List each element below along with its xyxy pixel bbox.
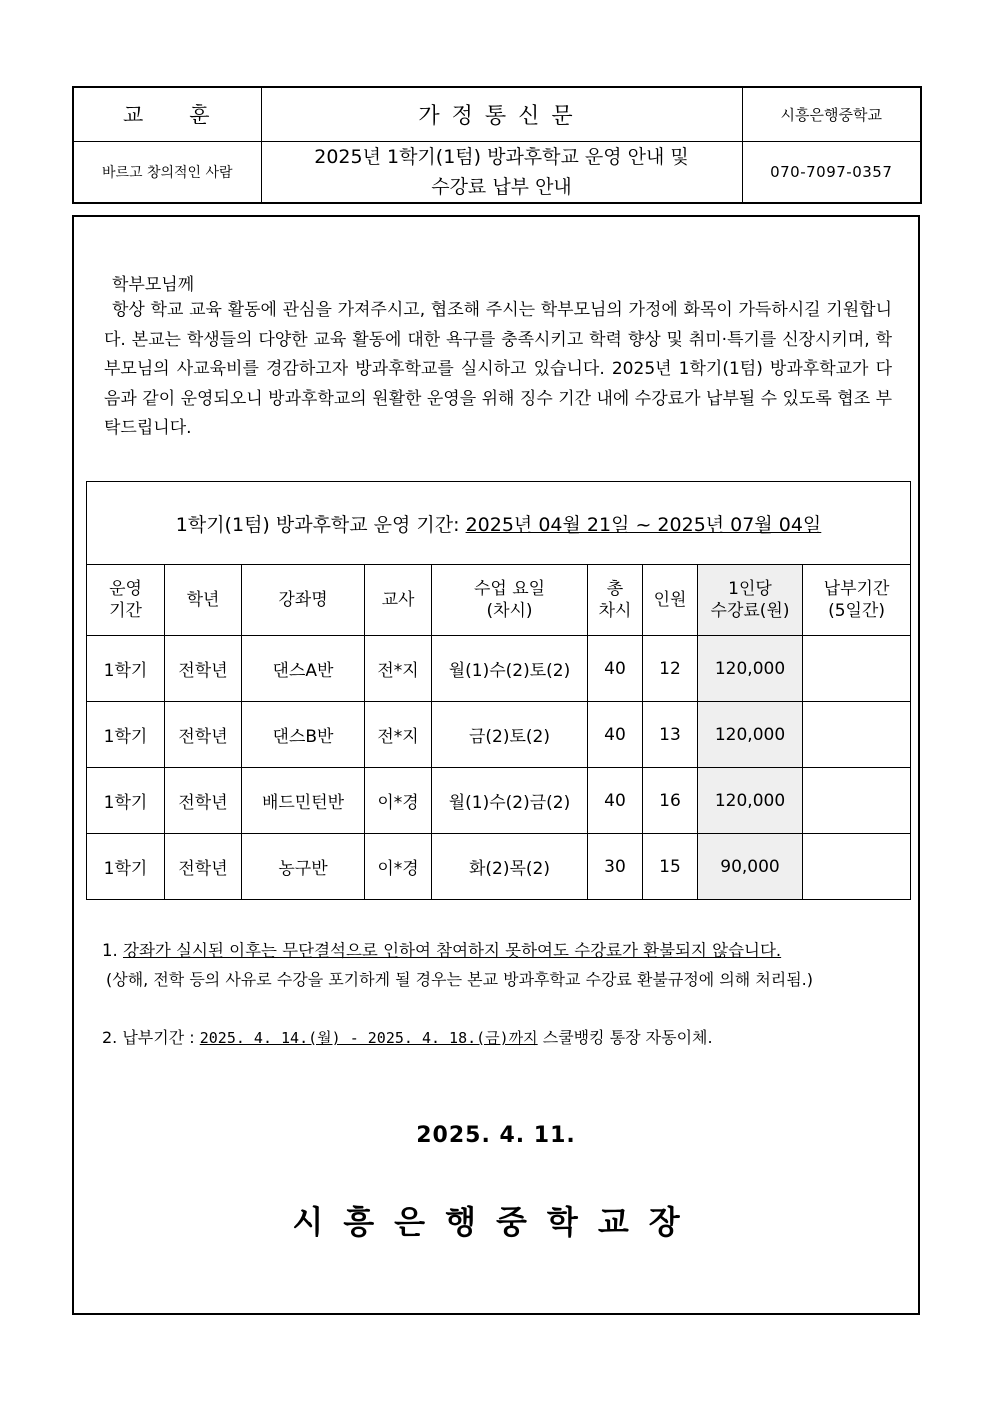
header-table xyxy=(72,86,922,204)
table-row xyxy=(87,636,911,702)
cell-payment xyxy=(803,636,911,702)
cell-course: 댄스B반 xyxy=(242,702,365,768)
cell-count: 12 xyxy=(643,636,698,702)
cell-teacher: 전*지 xyxy=(365,702,432,768)
greeting: 학부모님께 xyxy=(112,275,195,295)
cell-total: 40 xyxy=(588,702,643,768)
cell-grade: 전학년 xyxy=(165,636,242,702)
letter-body xyxy=(72,215,920,1315)
table-row xyxy=(87,702,911,768)
cell-teacher: 이*경 xyxy=(365,768,432,834)
header-total: 총 차시 xyxy=(588,565,643,636)
cell-days: 금(2)토(2) xyxy=(432,702,588,768)
cell-payment xyxy=(803,768,911,834)
note-refund-detail: (상해, 전학 등의 사유로 수강을 포기하게 될 경우는 본교 방과후학교 수강료 환불규정에 의해 처리됨.) xyxy=(106,970,814,989)
cell-count: 16 xyxy=(643,768,698,834)
motto-text: 바르고 창의적인 사람 xyxy=(73,141,261,203)
school-name: 시흥은행중학교 xyxy=(742,87,921,141)
cell-grade: 전학년 xyxy=(165,702,242,768)
cell-days: 화(2)목(2) xyxy=(432,834,588,900)
header-grade: 학년 xyxy=(165,565,242,636)
notice-title-line1: 2025년 1학기(1텀) 방과후학교 운영 안내 및 xyxy=(314,145,689,168)
note-payment-period: 2. 납부기간 : 2025. 4. 14.(월) - 2025. 4. 18.(금)까지 스쿨뱅킹 통장 자동이체. xyxy=(102,1028,713,1047)
header-fee: 1인당 수강료(원) xyxy=(698,565,803,636)
cell-fee: 120,000 xyxy=(698,768,803,834)
operation-period-value: 2025년 04월 21일 ~ 2025년 07월 04일 xyxy=(465,513,822,536)
header-days: 수업 요일 (차시) xyxy=(432,565,588,636)
header-term: 운영 기간 xyxy=(87,565,165,636)
motto-label: 교 훈 xyxy=(73,87,261,141)
cell-days: 월(1)수(2)토(2) xyxy=(432,636,588,702)
cell-total: 40 xyxy=(588,636,643,702)
operation-period-row xyxy=(87,482,911,565)
cell-course: 댄스A반 xyxy=(242,636,365,702)
cell-teacher: 이*경 xyxy=(365,834,432,900)
note-refund-text: 강좌가 실시된 이후는 무단결석으로 인하여 참여하지 못하여도 수강료가 환불되지 않습니다. xyxy=(123,941,782,960)
operation-period-label: 1학기(1텀) 방과후학교 운영 기간: xyxy=(175,513,466,536)
header-course: 강좌명 xyxy=(242,565,365,636)
phone-number: 070-7097-0357 xyxy=(742,141,921,203)
cell-fee: 90,000 xyxy=(698,834,803,900)
cell-grade: 전학년 xyxy=(165,834,242,900)
header-count: 인원 xyxy=(643,565,698,636)
table-header-row xyxy=(87,565,911,636)
cell-fee: 120,000 xyxy=(698,702,803,768)
cell-grade: 전학년 xyxy=(165,768,242,834)
cell-count: 15 xyxy=(643,834,698,900)
course-table xyxy=(86,481,911,900)
cell-teacher: 전*지 xyxy=(365,636,432,702)
header-teacher: 교사 xyxy=(365,565,432,636)
cell-days: 월(1)수(2)금(2) xyxy=(432,768,588,834)
payment-period-value: 2025. 4. 14.(월) - 2025. 4. 18.(금)까지 xyxy=(199,1029,538,1047)
cell-fee: 120,000 xyxy=(698,636,803,702)
newsletter-title: 가정통신문 xyxy=(261,87,742,141)
cell-term: 1학기 xyxy=(87,834,165,900)
operation-period xyxy=(87,482,911,565)
cell-total: 40 xyxy=(588,768,643,834)
principal-signature: 시흥은행중학교장 xyxy=(292,1203,700,1241)
cell-course: 배드민턴반 xyxy=(242,768,365,834)
table-row xyxy=(87,834,911,900)
cell-total: 30 xyxy=(588,834,643,900)
cell-term: 1학기 xyxy=(87,636,165,702)
table-row xyxy=(87,768,911,834)
notice-title xyxy=(261,141,742,203)
note-refund: 1. 강좌가 실시된 이후는 무단결석으로 인하여 참여하지 못하여도 수강료가 환불되지 않습니다. xyxy=(102,941,782,960)
cell-payment xyxy=(803,834,911,900)
issue-date: 2025. 4. 11. xyxy=(416,1123,576,1148)
notice-title-line2: 수강료 납부 안내 xyxy=(431,175,572,198)
letter-paragraph: 항상 학교 교육 활동에 관심을 가져주시고, 협조해 주시는 학부모님의 가정에 화목이 가득하시길 기원합니다. 본교는 학생들의 다양한 교육 활동에 대한 욕구를 충족시키고 학력 향상 및 취미·특기를 신장시키며, 학부모님의 사교육비를 경감하고자 방과후학교를 실시하고 있습니다. 2025년 1학기(1텀) 방과후학교가 다음과 같이 운영되오니 방과후학교의 원활한 운영을 위해 징수 기간 내에 수강료가 납부될 수 있도록 협조 부탁드립니다. xyxy=(104,300,892,438)
header-payment: 납부기간 (5일간) xyxy=(803,565,911,636)
cell-term: 1학기 xyxy=(87,768,165,834)
cell-term: 1학기 xyxy=(87,702,165,768)
cell-course: 농구반 xyxy=(242,834,365,900)
cell-count: 13 xyxy=(643,702,698,768)
cell-payment xyxy=(803,702,911,768)
